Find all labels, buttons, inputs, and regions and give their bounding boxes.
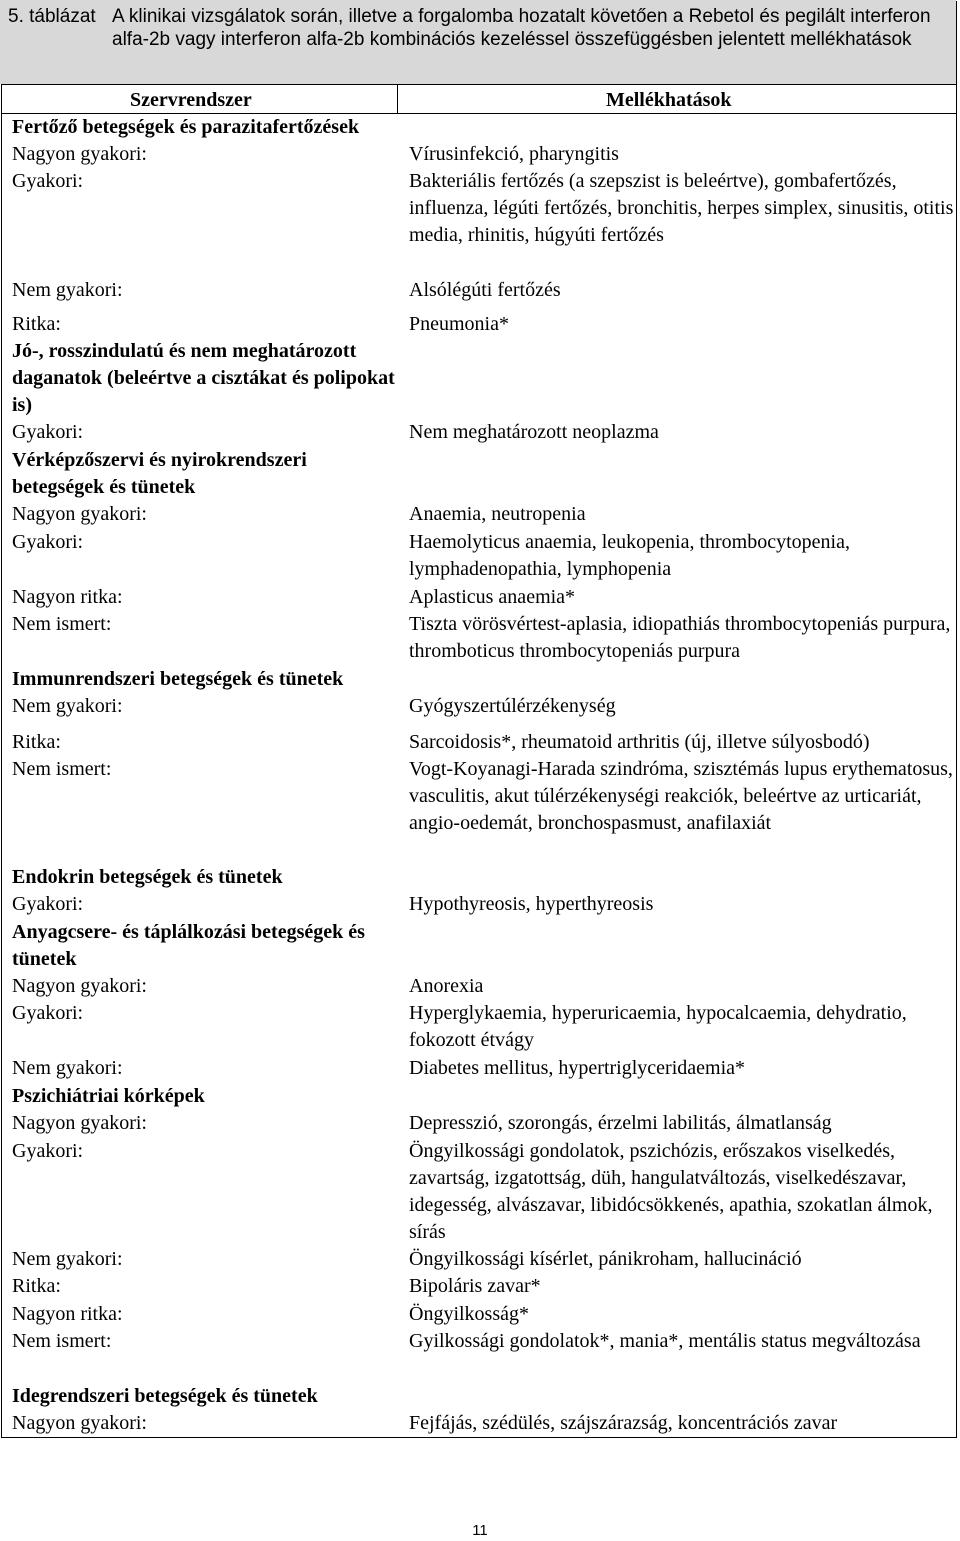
page-number: 11 <box>472 1522 488 1539</box>
adverse-effects: Alsólégúti fertőzés <box>409 279 561 301</box>
adverse-effects: Hyperglykaemia, hyperuricaemia, hypocalcaemia, dehydratio, fokozott étvágy <box>409 1002 907 1051</box>
frequency-label: Nem gyakori: <box>12 279 123 301</box>
frequency-label: Nagyon gyakori: <box>12 1412 147 1434</box>
adverse-effects: Fejfájás, szédülés, szájszárazság, koncentrációs zavar <box>409 1412 838 1434</box>
adverse-effects: Gyilkossági gondolatok*, mania*, mentális status megváltozása <box>409 1330 921 1352</box>
section-title: Anyagcsere- és táplálkozási betegségek és tünetek <box>12 921 365 970</box>
frequency-label: Nem gyakori: <box>12 1248 123 1270</box>
adverse-effects: Tiszta vörösvértest-aplasia, idiopathiás thrombocytopeniás purpura, thromboticus thrombocytopeniás purpura <box>409 613 951 662</box>
frequency-label: Nem gyakori: <box>12 1057 123 1079</box>
adverse-effects: Öngyilkosság* <box>409 1303 529 1325</box>
adverse-effects: Nem meghatározott neoplazma <box>409 421 659 443</box>
adverse-effects: Vogt-Koyanagi-Harada szindróma, szisztémás lupus erythematosus, vasculitis, akut túlérzékenységi reakciók, beleértve az urticariát, angio-oedemát, bronchospasmust, anafilaxiát <box>409 758 953 834</box>
frequency-label: Ritka: <box>12 313 61 335</box>
table-number: 5. táblázat <box>8 6 96 27</box>
frequency-label: Ritka: <box>12 731 61 753</box>
frequency-label: Gyakori: <box>12 421 84 443</box>
frequency-label: Gyakori: <box>12 1140 84 1162</box>
frequency-label: Nagyon gyakori: <box>12 503 147 525</box>
adverse-effects: Anaemia, neutropenia <box>409 503 586 525</box>
frequency-label: Nem ismert: <box>12 1330 112 1352</box>
adverse-effects: Anorexia <box>409 975 484 997</box>
adverse-effects: Diabetes mellitus, hypertriglyceridaemia* <box>409 1057 745 1079</box>
adverse-effects: Bakteriális fertőzés (a szepszist is beleértve), gombafertőzés, influenza, légúti fertőzés, bronchitis, herpes simplex, sinusitis, otitis media, rhinitis, húgyúti fertőzés <box>409 170 954 246</box>
frequency-label: Gyakori: <box>12 893 84 915</box>
adverse-effects: Vírusinfekció, pharyngitis <box>409 143 619 165</box>
frequency-label: Nagyon gyakori: <box>12 143 147 165</box>
adverse-effects: Depresszió, szorongás, érzelmi labilitás, álmatlanság <box>409 1112 832 1134</box>
frequency-label: Ritka: <box>12 1275 61 1297</box>
frequency-label: Gyakori: <box>12 170 84 192</box>
caption-divider <box>1 84 957 85</box>
section-title: Jó-, rosszindulatú és nem meghatározott daganatok (beleértve a cisztákat és polipokat is) <box>12 340 395 416</box>
adverse-effects: Sarcoidosis*, rheumatoid arthritis (új, illetve súlyosbodó) <box>409 731 870 753</box>
frequency-label: Gyakori: <box>12 531 84 553</box>
section-title: Fertőző betegségek és parazitafertőzések <box>12 116 360 138</box>
table-title: A klinikai vizsgálatok során, illetve a forgalomba hozatalt követően a Rebetol és pegilált interferon alfa-2b vagy interferon alfa-2b kombinációs kezeléssel összefüggésben jelentett mellékhatások <box>112 6 931 50</box>
adverse-effects: Bipoláris zavar* <box>409 1275 541 1297</box>
frequency-label: Nagyon ritka: <box>12 1303 123 1325</box>
adverse-effects: Gyógyszertúlérzékenység <box>409 695 616 717</box>
frequency-label: Gyakori: <box>12 1002 84 1024</box>
frequency-label: Nem ismert: <box>12 613 112 635</box>
frequency-label: Nem ismert: <box>12 758 112 780</box>
organ-column-header: Szervrendszer <box>130 89 252 111</box>
adverse-effects: Haemolyticus anaemia, leukopenia, thrombocytopenia, lymphadenopathia, lymphopenia <box>409 531 850 580</box>
adverse-effects: Hypothyreosis, hyperthyreosis <box>409 893 654 915</box>
adverse-effects: Öngyilkossági gondolatok, pszichózis, erőszakos viselkedés, zavartság, izgatottság, düh, hangulatváltozás, viselkedészavar, idegesség, alvászavar, libidócsökkenés, apathia, szokatlan álmok, sírás <box>409 1140 933 1243</box>
table-caption <box>0 0 956 84</box>
frequency-label: Nagyon ritka: <box>12 586 123 608</box>
section-title: Idegrendszeri betegségek és tünetek <box>12 1385 318 1407</box>
section-title: Vérképzőszervi és nyirokrendszeri betegségek és tünetek <box>12 449 307 498</box>
frequency-label: Nem gyakori: <box>12 695 123 717</box>
adverse-effects: Aplasticus anaemia* <box>409 586 576 608</box>
section-title: Pszichiátriai kórképek <box>12 1085 205 1107</box>
frequency-label: Nagyon gyakori: <box>12 975 147 997</box>
frequency-label: Nagyon gyakori: <box>12 1112 147 1134</box>
adverse-effects: Öngyilkossági kísérlet, pánikroham, hallucináció <box>409 1248 802 1270</box>
effects-column-header: Mellékhatások <box>606 89 732 111</box>
adverse-effects: Pneumonia* <box>409 313 509 335</box>
section-title: Endokrin betegségek és tünetek <box>12 866 283 888</box>
header-column-divider <box>397 85 398 113</box>
section-title: Immunrendszeri betegségek és tünetek <box>12 668 344 690</box>
